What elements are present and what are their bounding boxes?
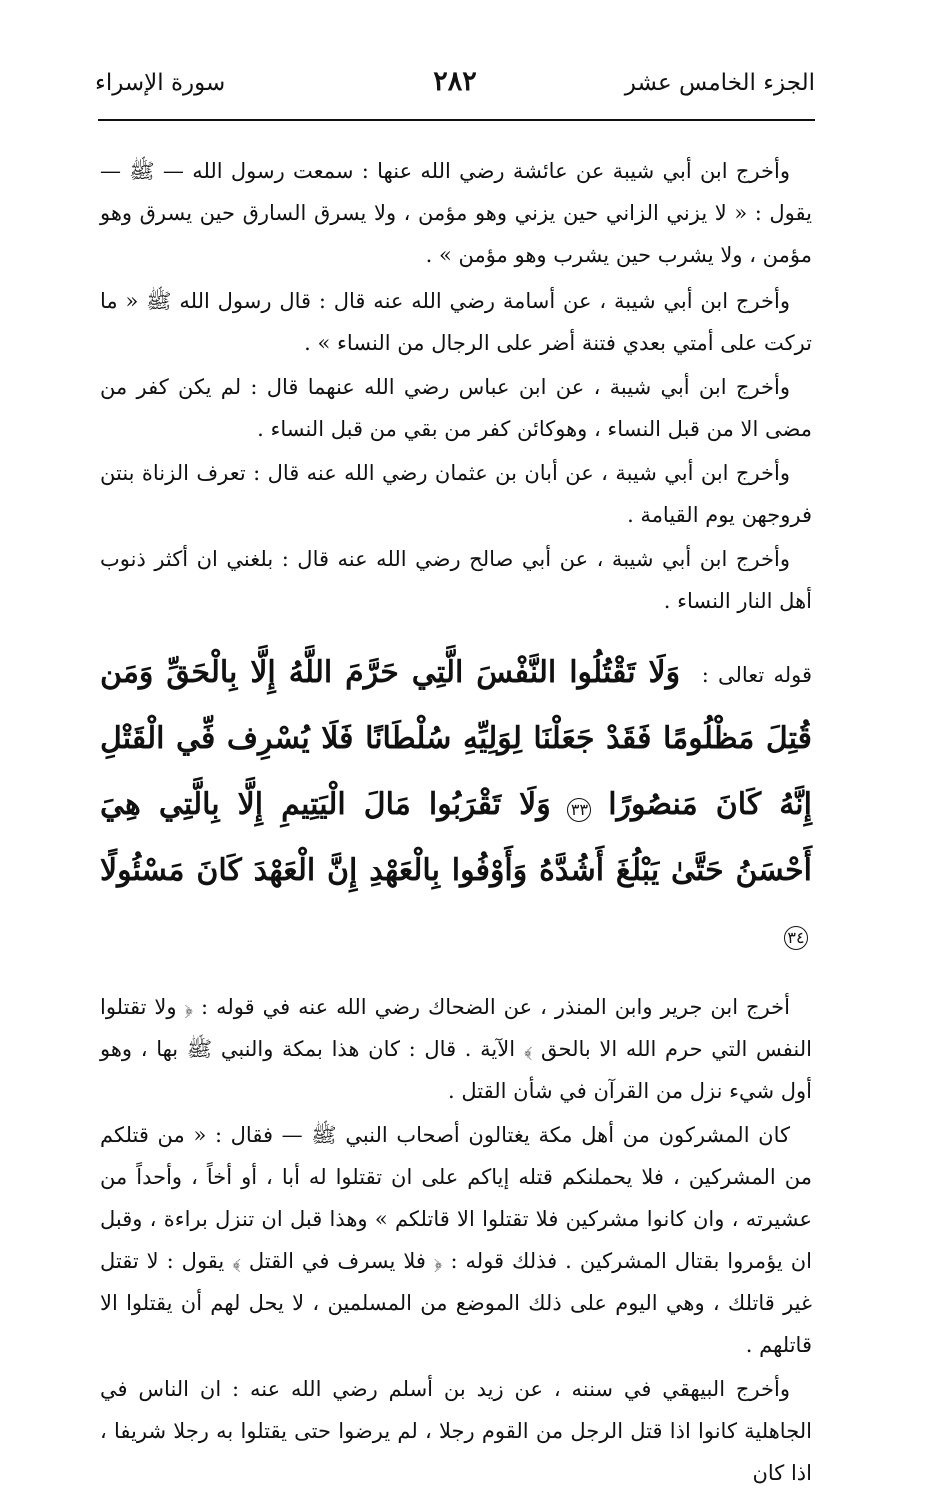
page-number: ٢٨٢: [433, 66, 477, 97]
verse-marker-34: ٣٤: [784, 926, 808, 950]
quran-verse-block: [100, 642, 812, 968]
page-header: [95, 66, 815, 110]
verse-marker-33: ٣٣: [567, 798, 591, 822]
paragraph-dahhak: أخرج ابن جرير وابن المنذر ، عن الضحاك رضي الله عنه في قوله : ﴿ ولا تقتلوا النفس التي حرم الله الا بالحق ﴾ الآية . قال : كان هذا بمكة والنبي ﷺ بها ، وهو أول شيء نزل من القرآن في شأن القتل .: [100, 995, 812, 1103]
quran-verse-paragraph: [100, 642, 812, 968]
paragraph-aisha-hadith: وأخرج ابن أبي شيبة عن عائشة رضي الله عنها : سمعت رسول الله — ﷺ — يقول : « لا يزني الزاني حين يزني وهو مؤمن ، ولا يسرق السارق حين يسرق وهو مؤمن ، ولا يشرب حين يشرب وهو مؤمن » .: [100, 159, 812, 267]
paragraph-bayhaqi: وأخرج البيهقي في سننه ، عن زيد بن أسلم رضي الله عنه : ان الناس في الجاهلية كانوا اذا قتل الرجل من القوم رجلا ، لم يرضوا حتى يقتلوا به رجلا شريفا ، اذا كان: [100, 1377, 812, 1485]
header-divider: [98, 119, 815, 121]
quran-verse-33: وَلَا تَقْتُلُوا النَّفْسَ الَّتِي حَرَّمَ اللَّهُ إِلَّا بِالْحَقِّ وَمَن قُتِلَ مَظْلُومًا فَقَدْ جَعَلْنَا لِوَلِيِّهِ سُلْطَانًا فَلَا يُسْرِف فِّي الْقَتْلِ إِنَّهُ كَانَ مَنصُورًا: [100, 655, 812, 822]
quran-verse-34: وَلَا تَقْرَبُوا مَالَ الْيَتِيمِ إِلَّا بِالَّتِي هِيَ أَحْسَنُ حَتَّىٰ يَبْلُغَ أَشُدَّهُ وَأَوْفُوا بِالْعَهْدِ إِنَّ الْعَهْدَ كَانَ مَسْئُولًا: [100, 787, 812, 888]
surah-title: سورة الإسراء: [95, 70, 226, 96]
paragraph-ibn-abbas: وأخرج ابن أبي شيبة ، عن ابن عباس رضي الله عنهما قال : لم يكن كفر من مضى الا من قبل النساء ، وهوكائن كفر من بقي من قبل النساء .: [100, 375, 812, 441]
paragraph-mushrikun: كان المشركون من أهل مكة يغتالون أصحاب النبي ﷺ — فقال : « من قتلكم من المشركين ، فلا يحملنكم قتله إياكم على ان تقتلوا له أبا ، أو أخاً ، وأحداً من عشيرته ، وان كانوا مشركين فلا تقتلوا الا قاتلكم » وهذا قبل ان تنزل براءة ، وقبل ان يؤمروا بقتال المشركين . فذلك قوله : ﴿ فلا يسرف في القتل ﴾ يقول : لا تقتل غير قاتلك ، وهي اليوم على ذلك الموضع من المسلمين ، لا يحل لهم أن يقتلوا الا قاتلهم .: [100, 1123, 812, 1357]
paragraph-aban: وأخرج ابن أبي شيبة ، عن أبان بن عثمان رضي الله عنه قال : تعرف الزناة بنتن فروجهن يوم القيامة .: [100, 461, 812, 527]
paragraph-abu-salih: وأخرج ابن أبي شيبة ، عن أبي صالح رضي الله عنه قال : بلغني ان أكثر ذنوب أهل النار النساء .: [100, 547, 812, 613]
quran-intro: قوله تعالى :: [701, 663, 812, 687]
part-title: الجزء الخامس عشر: [624, 70, 815, 96]
page-body: [100, 150, 812, 1496]
paragraph-usama-hadith: وأخرج ابن أبي شيبة ، عن أسامة رضي الله عنه قال : قال رسول الله ﷺ « ما تركت على أمتي بعدي فتنة أضر على الرجال من النساء » .: [100, 289, 812, 355]
